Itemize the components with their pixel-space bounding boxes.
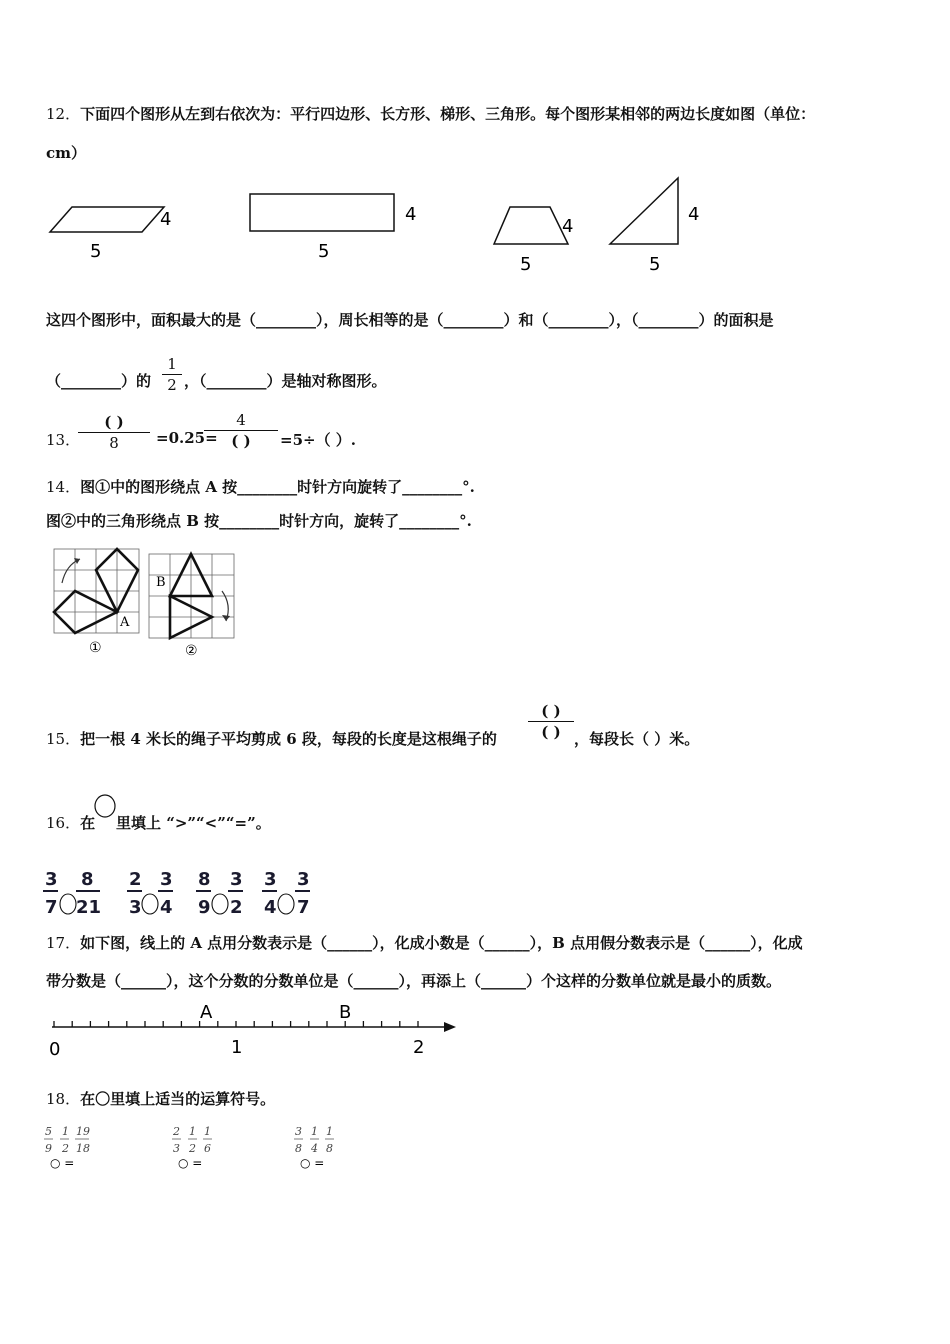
g1-n1: 5 — [45, 1125, 52, 1138]
q13-frac2-den: ( ) — [231, 432, 251, 450]
q15-frac-num: ( ) — [541, 702, 561, 720]
pair1-left-den: 7 — [45, 897, 58, 918]
q13-mid: =0.25= — [156, 429, 218, 447]
pair2-right-den: 4 — [160, 897, 173, 918]
q13-frac2-num: 4 — [236, 411, 246, 429]
pair1-right-den: 21 — [76, 897, 102, 918]
g1-n3: 19 — [76, 1125, 90, 1138]
arrowhead-2-icon — [222, 615, 230, 621]
pair3-circle-icon[interactable] — [212, 894, 228, 914]
parallelogram-side-a: 4 — [160, 209, 172, 230]
q12-line4-b: ，（________）是轴对称图形。 — [184, 372, 387, 390]
q16-pair-1 — [43, 869, 101, 918]
q17-line2: 带分数是（______），这个分数的分数单位是（______），再添上（______）个这样的分数单位就是最小的质数。 — [46, 972, 782, 990]
q13-fraction-1 — [78, 413, 150, 452]
q18-line: 18．在〇里填上适当的运算符号。 — [46, 1090, 276, 1108]
q13-frac1-den: 8 — [109, 434, 119, 452]
g3-n3: 1 — [326, 1125, 333, 1138]
triangle-side-b: 5 — [649, 254, 661, 275]
pair2-right-num: 3 — [160, 869, 173, 890]
g1-d3: 18 — [76, 1142, 90, 1155]
axis-ticks — [54, 1021, 418, 1027]
point-b-label: B — [156, 575, 166, 590]
pair3-right-num: 3 — [230, 869, 243, 890]
g3-n1: 3 — [295, 1125, 302, 1138]
g1-d2: 2 — [62, 1142, 69, 1155]
parallelogram-shape — [50, 207, 164, 232]
tick-label-0: 0 — [49, 1039, 61, 1060]
tick-label-2: 2 — [413, 1037, 425, 1058]
q18-expressions — [42, 1122, 362, 1172]
g2-n1: 2 — [173, 1125, 180, 1138]
g2-n2: 1 — [189, 1125, 196, 1138]
g1-d1: 9 — [45, 1142, 52, 1155]
pair4-left-num: 3 — [264, 869, 277, 890]
q12-line1: 12．下面四个图形从左到右依次为：平行四边形、长方形、梯形、三角形。每个图形某相邻的两边长度如图（单位： — [46, 105, 816, 123]
g2-d3: 6 — [204, 1142, 211, 1155]
q12-half-fraction — [162, 355, 182, 394]
pair1-right-num: 8 — [81, 869, 94, 890]
pair2-circle-icon[interactable] — [142, 894, 158, 914]
g1-op[interactable]: ○ = — [50, 1156, 75, 1170]
q16-text-b: 里填上 “>”“<”“=”。 — [116, 814, 271, 832]
pair2-left-num: 2 — [129, 869, 142, 890]
axis-arrow-icon — [444, 1022, 456, 1032]
trapezoid-shape — [494, 207, 568, 244]
q15-frac-den: ( ) — [541, 723, 561, 741]
q13-end: =5÷（ ）. — [280, 431, 357, 449]
q12-line3: 这四个图形中，面积最大的是（________），周长相等的是（________）和（________），（________）的面积是 — [46, 311, 774, 329]
q12-line2: cm） — [46, 144, 87, 162]
q18-group-3 — [294, 1125, 334, 1155]
rectangle-shape — [250, 194, 394, 231]
triangle-side-a: 4 — [688, 204, 700, 225]
pair2-left-den: 3 — [129, 897, 142, 918]
pair4-right-den: 7 — [297, 897, 310, 918]
q16-number: 16．在 — [46, 814, 96, 832]
point-b: B — [339, 1002, 352, 1023]
pair4-circle-icon[interactable] — [278, 894, 294, 914]
q12-figures — [40, 170, 760, 275]
parallelogram-side-b: 5 — [90, 241, 102, 262]
q12-line4-a: （________）的 — [46, 372, 152, 390]
q17-number-line — [40, 998, 470, 1062]
rectangle-side-a: 4 — [405, 204, 417, 225]
trapezoid-side-b: 5 — [520, 254, 532, 275]
point-a: A — [200, 1002, 213, 1023]
g2-op[interactable]: ○ = — [178, 1156, 203, 1170]
q14-rotation-figures — [50, 545, 250, 660]
g2-d1: 3 — [173, 1142, 180, 1155]
point-a-label: A — [120, 615, 130, 630]
g3-d1: 8 — [295, 1142, 302, 1155]
pair3-left-den: 9 — [198, 897, 211, 918]
q16-pair-4 — [262, 869, 310, 918]
pair4-right-num: 3 — [297, 869, 310, 890]
pair1-circle-icon[interactable] — [60, 894, 76, 914]
q16-pair-2 — [127, 869, 173, 918]
q18-group-1 — [44, 1125, 90, 1155]
q13-number: 13． — [46, 431, 81, 449]
g1-n2: 1 — [62, 1125, 69, 1138]
figure-1-caption: ① — [89, 640, 102, 656]
q16-pair-3 — [196, 869, 243, 918]
pair3-right-den: 2 — [230, 897, 243, 918]
q16-comparisons — [40, 862, 330, 920]
q17-line1: 17．如下图，线上的 A 点用分数表示是（______），化成小数是（______），B 点用假分数表示是（______），化成 — [46, 934, 803, 952]
rectangle-side-b: 5 — [318, 241, 330, 262]
q15-text-a: 15．把一根 4 米长的绳子平均剪成 6 段，每段的长度是这根绳子的 — [46, 730, 497, 748]
pair1-left-num: 3 — [45, 869, 58, 890]
half-numerator: 1 — [167, 355, 177, 373]
pair4-left-den: 4 — [264, 897, 277, 918]
q12-number: 12． — [46, 105, 81, 123]
q18-group-2 — [172, 1125, 212, 1155]
g3-d3: 8 — [326, 1142, 333, 1155]
q14-line1: 14．图①中的图形绕点 A 按________时针方向旋转了________°. — [46, 478, 475, 496]
q15-fraction — [528, 702, 574, 741]
g2-n3: 1 — [204, 1125, 211, 1138]
half-denominator: 2 — [167, 376, 177, 394]
tick-label-1: 1 — [231, 1037, 243, 1058]
pair3-left-num: 8 — [198, 869, 211, 890]
q13-fraction-2 — [204, 411, 278, 450]
q14-line2: 图②中的三角形绕点 B 按________时针方向，旋转了________°. — [46, 512, 472, 530]
q13-frac1-num: ( ) — [104, 413, 124, 431]
g3-d2: 4 — [311, 1142, 318, 1155]
g3-op[interactable]: ○ = — [300, 1156, 325, 1170]
g3-n2: 1 — [311, 1125, 318, 1138]
trapezoid-side-a: 4 — [562, 216, 574, 237]
triangle-shape — [610, 178, 678, 244]
figure-2-caption: ② — [185, 643, 198, 659]
q15-text-b: ，每段长（ ）米。 — [574, 730, 700, 748]
g2-d2: 2 — [189, 1142, 196, 1155]
